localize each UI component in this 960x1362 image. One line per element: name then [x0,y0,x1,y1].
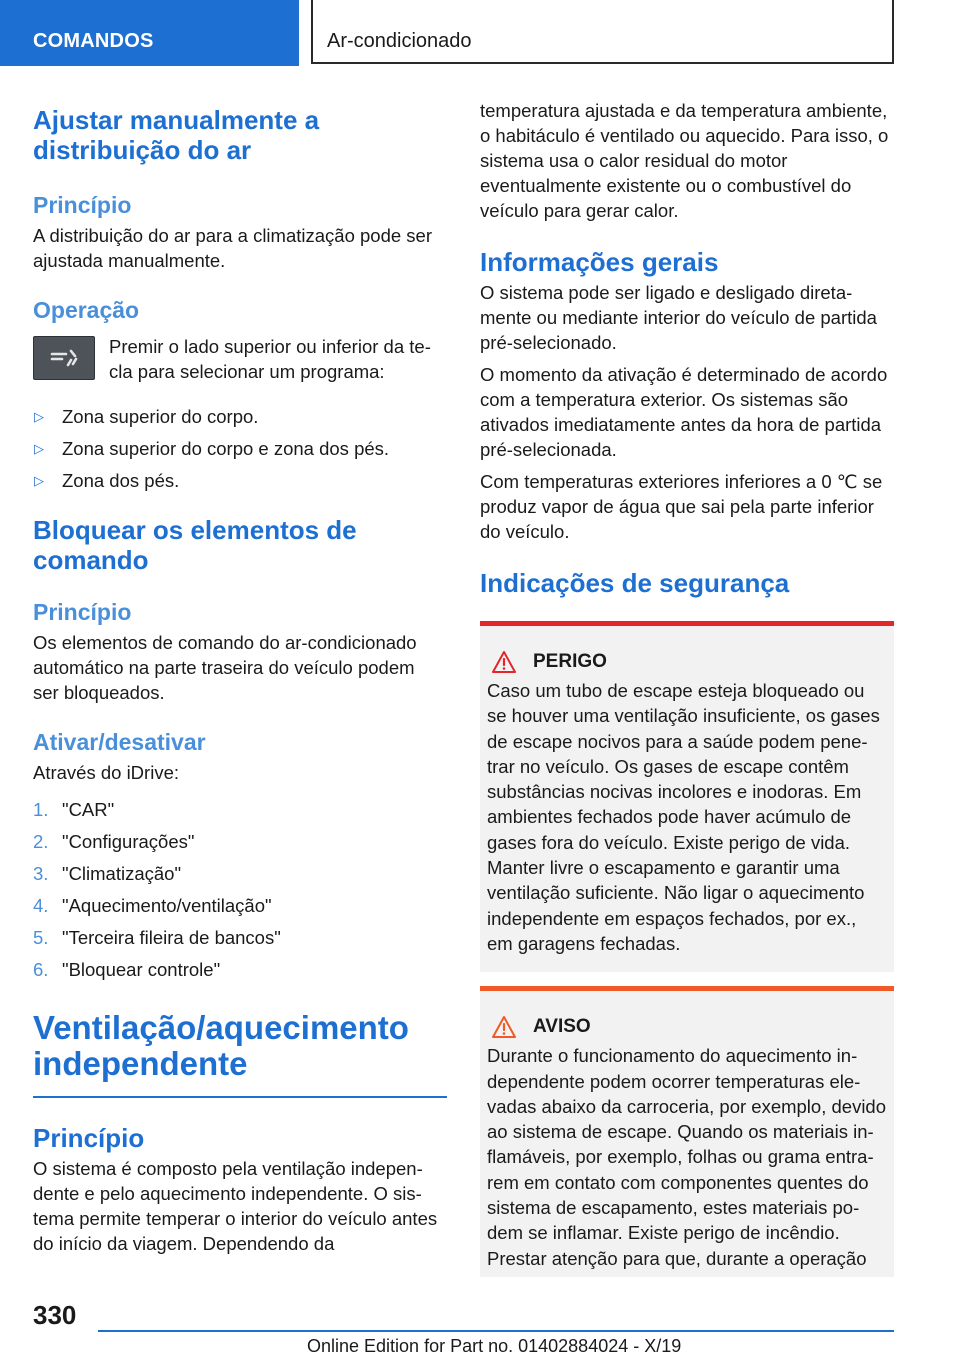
danger-text: Caso um tubo de escape esteja bloqueado ou se houver uma ventilação insuficiente, os gases de escape nocivos para a saúde podem penetrar no veículo. Os gases de escape contêm substâncias nocivas incolores e inodoras. Em ambientes fechados pode haver acúmulo de gases fora do veículo. Existe perigo de vida. Manter livre o escapamento e garantir uma ventilação suficiente. Não ligar o aquecimento independente em espaços fechados, por ex., em garagens fechadas. [487,680,880,954]
paragraph-activate: Através do iDrive: [33,762,179,783]
warning-triangle-icon [491,650,517,674]
zone-list [33,404,445,493]
warning-triangle-icon [491,1015,517,1039]
list-item: ▷ Zona dos pés. [34,470,180,491]
paragraph-principle-3: O sistema é composto pela ventilação independente e pelo aquecimento independente. O sistema permite temperar o interior do veículo antes do início da viagem. Dependendo da [33,1158,438,1254]
air-distribution-button-icon [33,336,95,380]
warning-title: AVISO [491,1014,887,1040]
danger-title: PERIGO [491,649,887,675]
operation-block [33,332,445,384]
paragraph-info-1: O sistema pode ser ligado e desligado diretamente ou mediante interior do veículo de partida pré-selecionado. [480,282,877,353]
idrive-steps [33,797,445,982]
heading-air-distribution: Ajustar manualmente a distribuição do ar [33,105,320,165]
list-item: 2. "Configurações" [33,831,195,852]
left-column [33,100,445,1256]
header-section-label: COMANDOS [33,30,154,52]
subheading-principle-3: Princípio [33,1123,145,1153]
danger-box [480,621,894,972]
subheading-operation: Operação [33,297,140,323]
paragraph-operation: Premir o lado superior ou inferior da tecla para selecionar um programa: [109,336,431,382]
triangle-bullet-icon: ▷ [34,441,44,456]
triangle-bullet-icon: ▷ [34,473,44,488]
paragraph-continuation: temperatura ajustada e da temperatura ambiente, o habitáculo é ventilado ou aquecido. Para isso, o sistema usa o calor residual do motor eventualmente existente ou o combustível do veículo para gerar calor. [480,100,889,221]
subheading-safety: Indicações de segurança [480,568,790,598]
heading-independent-ventilation: Ventilação/aquecimento independente [33,1009,409,1082]
footer-edition: Online Edition for Part no. 01402884024 - X/19 [307,1336,682,1356]
list-item: 1. "CAR" [33,799,115,820]
header-chapter-tab [311,0,894,64]
subheading-principle-1: Princípio [33,192,132,218]
warning-text: Durante o funcionamento do aquecimento independente podem ocorrer temperaturas elevadas abaixo da carroceria, por exemplo, devido ao sistema de escape. Quando os materiais inflamáveis, por exemplo, folhas ou grama entrarem em contato com componentes quentes do sistema de escapamento, estes materiais podem se inflamar. Existe perigo de incêndio. Prestar atenção para que, durante a operação [487,1045,887,1269]
right-column [480,98,894,1277]
paragraph-principle-2: Os elementos de comando do ar-condicionado automático na parte traseira do veículo podem ser bloqueados. [33,632,417,703]
paragraph-info-2: O momento da ativação é determinado de acordo com a temperatura exterior. Os sistemas são ativados imediatamente antes da hora de partida pré-selecionada. [480,364,888,460]
list-item: 3. "Climatização" [33,863,182,884]
list-item: ▷ Zona superior do corpo. [34,406,259,427]
paragraph-principle-1: A distribuição do ar para a climatização pode ser ajustada manualmente. [33,225,432,271]
list-item: 6. "Bloquear controle" [33,959,221,980]
list-item: 4. "Aquecimento/ventilação" [33,895,272,916]
heading-lock-controls: Bloquear os elementos de comando [33,515,357,575]
subheading-principle-2: Princípio [33,599,132,625]
list-item: 5. "Terceira fileira de bancos" [33,927,281,948]
triangle-bullet-icon: ▷ [34,409,44,424]
subheading-general-info: Informações gerais [480,247,719,277]
paragraph-info-3: Com temperaturas exteriores inferiores a 0 ℃ se produz vapor de água que sai pela parte inferior do veículo. [480,471,883,542]
header-section-tab [0,0,299,66]
section-divider [33,1096,447,1098]
header-chapter-label: Ar-condicionado [327,30,472,52]
subheading-activate: Ativar/desativar [33,729,206,755]
footer-divider [98,1330,894,1332]
list-item: ▷ Zona superior do corpo e zona dos pés. [34,438,390,459]
page-number: 330 [33,1300,77,1330]
warning-box [480,986,894,1277]
